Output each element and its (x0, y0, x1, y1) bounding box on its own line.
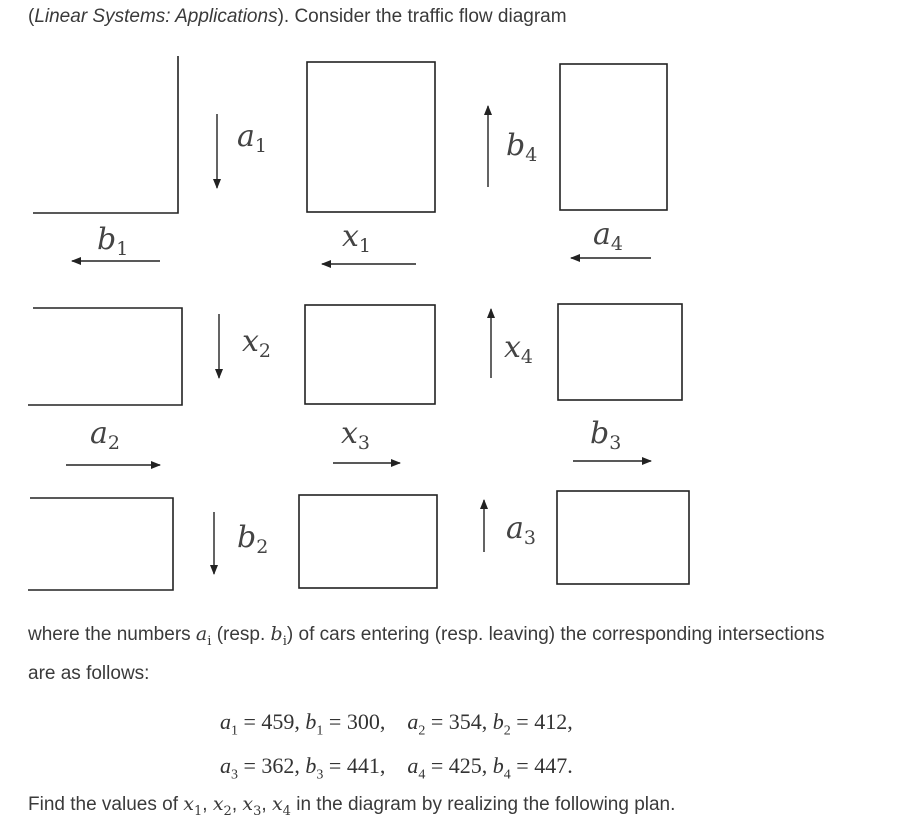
closing-sub: 3 (253, 803, 262, 819)
equation-row-2: $a_3 = 362$, $b_3 = 441$, $a_4 = 425$, $b_4 = 447$. (220, 753, 573, 783)
eq-sub: 3 (231, 767, 238, 783)
eq-value: 362 (261, 753, 295, 779)
closing-var: x (242, 793, 254, 815)
closing-sentence: Find the values of $x_1$, $x_2$, $x_3$, $x_4$ in the diagram by realizing the following plan. (28, 793, 676, 819)
eq-row-1-end: , (567, 709, 573, 734)
eq-var: a (220, 709, 231, 734)
eq-sub: 1 (231, 723, 238, 739)
math-x3 (242, 793, 262, 819)
label-b2: $b_2$ (237, 520, 269, 558)
eq-var: b (305, 753, 317, 779)
eq-row-2-end: . (567, 753, 573, 779)
eq-value: 354 (448, 709, 482, 734)
block-bottom-right (557, 491, 689, 584)
eq-sub: 4 (503, 767, 511, 783)
closing-text-1: Find the values of (28, 794, 184, 815)
eq-sub: 2 (418, 723, 426, 739)
eq-value: 447 (534, 753, 568, 779)
eq-sub: 1 (316, 723, 324, 739)
closing-sub: 1 (193, 803, 203, 819)
label-b3: $b_3$ (590, 416, 622, 454)
eq-var: a (407, 709, 419, 734)
eq-var: a (407, 753, 419, 779)
block-top-center (307, 62, 435, 212)
para-text-1: where the numbers (28, 624, 196, 645)
label-b1: $b_1$ (97, 222, 129, 260)
equations-block (220, 704, 573, 793)
eq-var: b (492, 753, 504, 779)
intro-open-paren: ( (28, 6, 35, 27)
label-x4: $x_4$ (504, 330, 534, 368)
intro-topic: Linear Systems: Applications (34, 6, 278, 27)
label-a3: $a_3$ (506, 511, 536, 549)
label-a1: $a_1$ (237, 119, 267, 157)
closing-sub: 4 (282, 803, 291, 819)
math-x4 (271, 793, 291, 819)
math-x1 (183, 793, 203, 819)
para-text-3: ) of cars entering (resp. leaving) the corresponding intersections are as follows: (28, 624, 825, 684)
label-x2: $x_2$ (242, 324, 272, 362)
block-mid-right (558, 304, 682, 400)
closing-text-2: in the diagram by realizing the following plan. (290, 794, 676, 815)
math-a-i (195, 623, 212, 649)
eq-var: b (492, 709, 504, 734)
eq-value: 425 (448, 753, 482, 779)
block-mid-left (28, 308, 182, 405)
eq-value: 412 (534, 709, 568, 734)
block-top-left (33, 56, 178, 213)
eq-var: b (305, 709, 317, 734)
block-bottom-center (299, 495, 437, 588)
block-bottom-left (28, 498, 173, 590)
label-x1: $x_1$ (342, 219, 372, 257)
math-b-i-base: b (270, 623, 283, 645)
math-b-i (270, 623, 287, 649)
block-mid-center (305, 305, 435, 404)
eq-sub: 3 (316, 767, 324, 783)
closing-var: x (271, 793, 283, 815)
equation-row-1: $a_1 = 459$, $b_1 = 300$, $a_2 = 354$, $b_2 = 412$, (220, 709, 573, 739)
closing-sub: 2 (223, 803, 232, 819)
math-a-i-sub: i (207, 633, 212, 649)
label-a2: $a_2$ (90, 416, 120, 454)
math-b-i-sub: i (282, 633, 287, 649)
closing-var: x (183, 793, 194, 815)
label-a4: $a_4$ (593, 217, 623, 255)
eq-sub: 2 (503, 723, 511, 739)
eq-sub: 4 (418, 767, 426, 783)
eq-value: 441 (346, 753, 380, 779)
closing-var: x (212, 793, 224, 815)
eq-value: 459 (261, 709, 295, 734)
block-top-right (560, 64, 667, 210)
eq-var: a (220, 753, 231, 779)
math-a-i-base: a (195, 623, 208, 645)
label-x3: $x_3$ (341, 416, 371, 454)
description-paragraph (28, 618, 828, 690)
eq-value: 300 (346, 709, 380, 734)
para-text-2: (resp. (211, 624, 271, 645)
label-b4: $b_4$ (506, 128, 538, 166)
math-x2 (212, 793, 232, 819)
intro-rest: ). Consider the traffic flow diagram (277, 6, 567, 27)
